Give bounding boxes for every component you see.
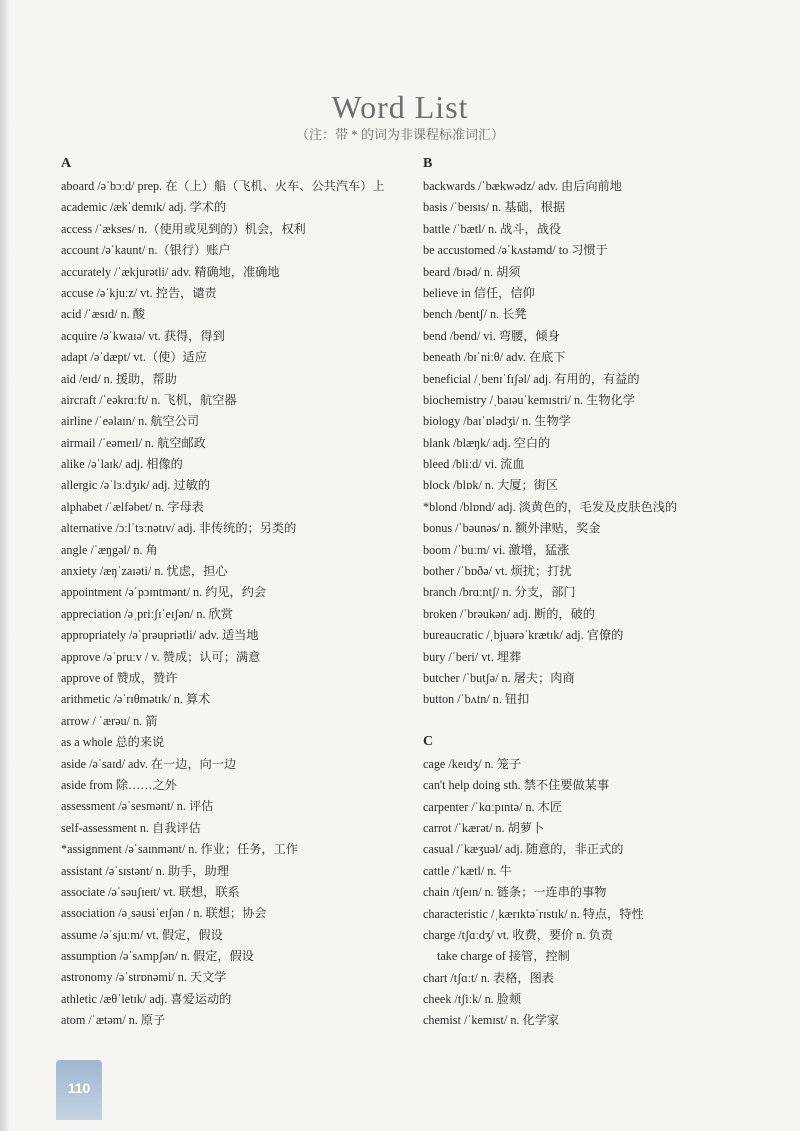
word-entry: take charge of 接管，控制 [437,949,570,964]
word-entry: can't help doing sth. 禁不住要做某事 [423,778,610,793]
word-entry: angle /ˈæŋgəl/ n. 角 [61,542,158,557]
word-entry: *blond /blɒnd/ adj. 淡黄色的，毛发及皮肤色浅的 [423,499,678,514]
word-entry: battle /ˈbætl/ n. 战斗，战役 [423,221,562,236]
word-entry: casual /ˈkæʒuəl/ adj. 随意的，非正式的 [423,842,624,857]
word-entry: accuse /əˈkjuːz/ vt. 控告，谴责 [61,285,217,300]
word-entry: bleed /bliːd/ vi. 流血 [423,457,525,472]
word-entry: bend /bend/ vi. 弯腰，倾身 [423,328,560,343]
word-entry: cheek /tʃiːk/ n. 脸颊 [423,992,522,1007]
word-entry: basis /ˈbeɪsɪs/ n. 基础，根据 [423,200,566,215]
word-entry: aboard /əˈbɔːd/ prep. 在（上）船（飞机、火车、公共汽车）上 [61,179,385,193]
word-entry: academic /ækˈdemɪk/ adj. 学术的 [61,200,227,215]
word-entry: believe in 信任，信仰 [423,285,535,300]
word-entry: assume /əˈsjuːm/ vt. 假定，假设 [61,927,223,942]
word-entry: alike /əˈlaɪk/ adj. 相像的 [61,457,183,472]
word-entry: bonus /ˈbəunəs/ n. 额外津贴，奖金 [423,521,601,536]
word-entry: appropriately /əˈprəupriətli/ adv. 适当地 [61,628,259,643]
word-entry: account /əˈkaunt/ n.（银行）账户 [61,243,231,258]
word-entry: bench /bentʃ/ n. 长凳 [423,307,527,322]
word-entry: astronomy /əˈstrɒnəmi/ n. 天文学 [61,970,227,985]
word-entry: broken /ˈbrəukən/ adj. 断的，破的 [423,606,595,621]
word-entry: button /ˈbʌtn/ n. 钮扣 [423,692,530,707]
word-entry: beard /bɪəd/ n. 胡须 [423,264,521,279]
page-binding-edge [0,0,10,1131]
word-entry: biochemistry /ˌbaɪəuˈkemɪstri/ n. 生物化学 [423,392,635,407]
word-entry: association /əˌsəusiˈeɪʃən / n. 联想；协会 [61,906,267,921]
word-entry: aside /əˈsaɪd/ adv. 在一边，向一边 [61,756,237,771]
word-entry: aircraft /ˈeəkrɑːft/ n. 飞机，航空器 [61,392,237,407]
word-entry: carpenter /ˈkɑːpɪntə/ n. 木匠 [423,799,563,814]
word-entry: arithmetic /əˈrɪθmətɪk/ n. 算术 [61,692,211,707]
word-entry: chain /tʃeɪn/ n. 链条；一连串的事物 [423,885,607,900]
word-entry: *assignment /əˈsaɪnmənt/ n. 作业；任务，工作 [61,842,298,857]
section-heading-b: B [423,156,433,171]
word-entry: approve of 赞成，赞许 [61,670,178,685]
word-entry: atom /ˈætəm/ n. 原子 [61,1013,166,1028]
word-entry: acquire /əˈkwaɪə/ vt. 获得，得到 [61,328,225,343]
word-entry: block /blɒk/ n. 大厦；街区 [423,478,559,493]
word-entry: anxiety /æŋˈzaɪəti/ n. 忧虑，担心 [61,564,228,579]
word-entry: backwards /ˈbækwədz/ adv. 由后向前地 [423,179,622,193]
word-entry: butcher /ˈbutʃə/ n. 屠夫；肉商 [423,670,575,685]
word-entry: assistant /əˈsɪstənt/ n. 助手，助理 [61,863,229,878]
right-column [423,154,783,1032]
word-entry: cattle /ˈkætl/ n. 牛 [423,863,512,878]
word-entry: acid /ˈæsɪd/ n. 酸 [61,307,145,322]
word-entry: approve /əˈpruːv / v. 赞成；认可；满意 [61,649,261,664]
word-entry: appreciation /əˌpriːʃɪˈeɪʃən/ n. 欣赏 [61,606,233,621]
word-entry: boom /ˈbuːm/ vi. 激增，猛涨 [423,542,570,557]
word-entry: as a whole 总的来说 [61,735,165,750]
page-subtitle: （注：带 * 的词为非课程标准词汇） [295,127,504,142]
page-number: 110 [67,1080,91,1096]
word-entry: airline /ˈeəlaɪn/ n. 航空公司 [61,414,200,429]
word-entry: carrot /ˈkærət/ n. 胡萝卜 [423,820,545,835]
word-entry: alphabet /ˈælfəbet/ n. 字母表 [61,499,204,514]
word-entry: blank /blæŋk/ adj. 空白的 [423,435,551,450]
word-entry: airmail /ˈeəmeɪl/ n. 航空邮政 [61,435,206,450]
word-entry: aid /eɪd/ n. 援助，帮助 [61,371,177,386]
word-entry: adapt /əˈdæpt/ vt.（使）适应 [61,350,207,365]
word-entry: assessment /əˈsesmənt/ n. 评估 [61,799,214,814]
page-number-tab [56,1060,102,1120]
word-entry: allergic /əˈlɜːdʒɪk/ adj. 过敏的 [61,478,211,493]
word-entry: bury /ˈberi/ vt. 埋葬 [423,649,522,664]
word-entry: bureaucratic /ˌbjuərəˈkrætɪk/ adj. 官僚的 [423,628,624,643]
word-entry: self-assessment n. 自我评估 [61,820,201,835]
word-entry: chemist /ˈkemɪst/ n. 化学家 [423,1013,560,1028]
word-entry: chart /tʃɑːt/ n. 表格，图表 [423,970,554,985]
entry-list-a [61,176,411,1032]
left-column [61,154,411,1032]
word-entry: branch /brɑːntʃ/ n. 分支，部门 [423,585,576,600]
word-entry: athletic /æθˈletɪk/ adj. 喜爱运动的 [61,991,232,1006]
word-entry: appointment /əˈpɔɪntmənt/ n. 约见，约会 [61,585,267,600]
word-entry: bother /ˈbɒðə/ vt. 烦扰；打扰 [423,564,572,579]
word-entry: beneath /bɪˈniːθ/ adv. 在底下 [423,350,566,365]
word-entry: alternative /ɔːlˈtɜːnətɪv/ adj. 非传统的；另类的 [61,521,297,536]
entry-list-c [423,754,783,1032]
entry-list-b [423,176,783,711]
word-entry: arrow / ˈærəu/ n. 箭 [61,713,158,728]
word-entry: cage /keɪdʒ/ n. 笼子 [423,756,522,771]
section-heading-a: A [61,156,72,171]
word-entry: assumption /əˈsʌmpʃən/ n. 假定，假设 [61,949,254,964]
word-entry: be accustomed /əˈkʌstəmd/ to 习惯于 [423,243,608,258]
section-heading-c: C [423,733,434,749]
word-entry: aside from 除……之外 [61,777,177,792]
word-entry: associate /əˈsəuʃɪeɪt/ vt. 联想，联系 [61,884,240,899]
word-entry: accurately /ˈækjurətli/ adv. 精确地，准确地 [61,264,280,279]
word-entry: characteristic /ˌkærɪktəˈrɪstɪk/ n. 特点，特性 [423,906,644,921]
section-gap [423,711,783,732]
word-entry: beneficial /ˌbenɪˈfɪʃəl/ adj. 有用的，有益的 [423,371,640,386]
word-entry: access /ˈækses/ n.（使用或见到的）机会，权利 [61,221,306,236]
word-entry: charge /tʃɑːdʒ/ vt. 收费，要价 n. 负责 [423,927,613,942]
page-title: Word List [331,89,469,126]
word-entry: biology /baɪˈɒlədʒi/ n. 生物学 [423,414,571,429]
